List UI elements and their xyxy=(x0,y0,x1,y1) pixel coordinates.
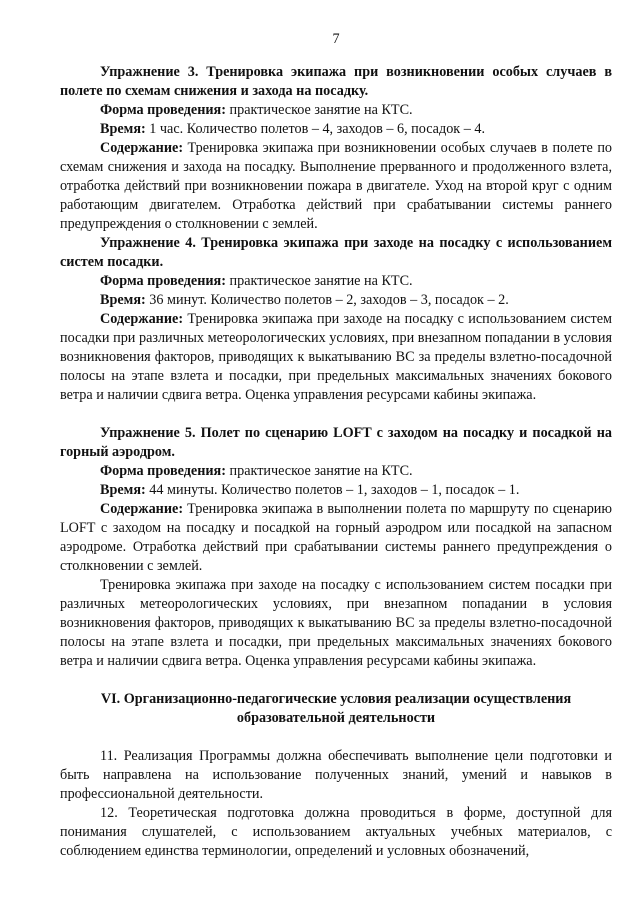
time-text: 1 час. Количество полетов – 4, заходов – 6, посадок – 4. xyxy=(145,121,486,137)
time-text: 36 минут. Количество полетов – 2, заходов – 3, посадок – 2. xyxy=(145,292,509,308)
exercise-3-content xyxy=(60,139,612,234)
page-number: 7 xyxy=(332,31,340,47)
exercise-4-time xyxy=(60,291,612,310)
time-label: Время: xyxy=(100,292,146,308)
section-6-title-line2: образовательной деятельности xyxy=(236,710,436,726)
exercise-3-title: Упражнение 3. Тренировка экипажа при возникновении особых случаев в полете по схемам снижения и захода на посадку. xyxy=(60,64,612,99)
exercise-3-time xyxy=(60,120,612,139)
content-label: Содержание: xyxy=(100,501,184,517)
form-label: Форма проведения: xyxy=(100,463,226,479)
exercise-4-form xyxy=(60,272,612,291)
exercise-5-time xyxy=(60,481,612,500)
exercise-5-title: Упражнение 5. Полет по сценарию LOFT с заходом на посадку и посадкой на горный аэродром. xyxy=(60,425,612,460)
spacer xyxy=(60,405,612,424)
exercise-4-content xyxy=(60,310,612,405)
content-text: Тренировка экипажа в выполнении полета по маршруту по сценарию LOFT с заходом на посадку и посадкой на горный аэродром или посадкой на запасном аэродроме. Отработка действий при срабатывании системы раннего предупреждения о столкновении с землей. xyxy=(60,501,612,574)
spacer xyxy=(60,728,612,747)
exercise-4-title: Упражнение 4. Тренировка экипажа при заходе на посадку с использованием систем посадки. xyxy=(60,235,612,270)
section-6-title-line1: VI. Организационно-педагогические условия реализации осуществления xyxy=(100,691,572,707)
content-label: Содержание: xyxy=(100,311,184,327)
form-text: практическое занятие на КТС. xyxy=(225,273,413,289)
paragraph-11: 11. Реализация Программы должна обеспечивать выполнение цели подготовки и быть направлена на использование полученных знаний, умений и навыков в профессиональной деятельности. xyxy=(60,748,612,802)
form-text: практическое занятие на КТС. xyxy=(225,463,413,479)
form-text: практическое занятие на КТС. xyxy=(225,102,413,118)
exercise-5-form xyxy=(60,462,612,481)
time-label: Время: xyxy=(100,482,146,498)
exercise-3-form xyxy=(60,101,612,120)
content-text: Тренировка экипажа при заходе на посадку с использованием систем посадки при различных метеорологических условиях, при внезапном попадании в условия возникновения факторов, приводящих к выкатыванию ВС за пределы взлетно-посадочной полосы на этапе взлета и посадки, при предельных максимальных значениях бокового ветра и наличии сдвига ветра. Оценка управления ресурсами кабины экипажа. xyxy=(60,311,612,403)
content-text: Тренировка экипажа при возникновении особых случаев в полете по схемам снижения и захода на посадку. Выполнение прерванного и продолженного взлета, отработка действий при возникновении пожара в двигателе. Уход на второй круг с одним работающим двигателем. Отработка действий при срабатывании системы раннего предупреждения о столкновении с землей. xyxy=(60,140,612,232)
exercise-5-extra: Тренировка экипажа при заходе на посадку с использованием систем посадки при различных метеорологических условиях, при внезапном попадании в условия возникновения факторов, приводящих к выкатыванию ВС за пределы взлетно-посадочной полосы на этапе взлета и посадки, при предельных максимальных значениях бокового ветра и наличии сдвига ветра. Оценка управления ресурсами кабины экипажа. xyxy=(60,577,612,669)
spacer xyxy=(60,671,612,690)
paragraph-12: 12. Теоретическая подготовка должна проводиться в форме, доступной для понимания слушателей, с использованием актуальных учебных материалов, с соблюдением единства терминологии, определений и условных обозначений, xyxy=(60,805,612,859)
content-label: Содержание: xyxy=(100,140,184,156)
form-label: Форма проведения: xyxy=(100,102,226,118)
time-text: 44 минуты. Количество полетов – 1, заходов – 1, посадок – 1. xyxy=(145,482,520,498)
exercise-5-content xyxy=(60,500,612,576)
form-label: Форма проведения: xyxy=(100,273,226,289)
document-page xyxy=(60,30,612,861)
time-label: Время: xyxy=(100,121,146,137)
